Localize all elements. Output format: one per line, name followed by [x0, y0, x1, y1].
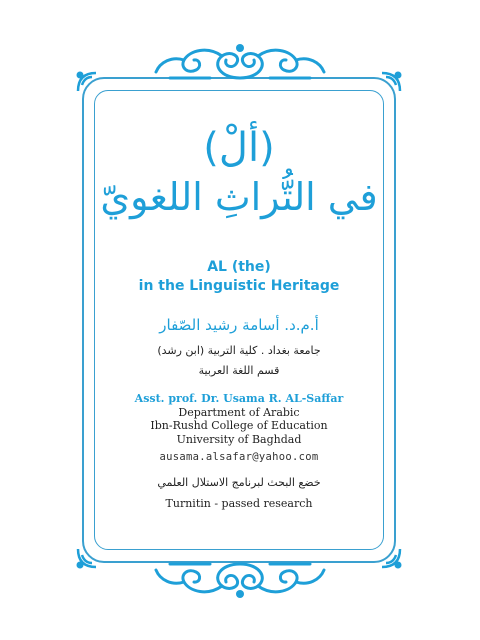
english-title-line1: AL (the)	[207, 259, 271, 275]
affiliation-english	[94, 406, 384, 446]
university-english: University of Baghdad	[176, 432, 302, 446]
corner-ornament-bottom-left	[74, 545, 100, 571]
author-name-arabic: أ.م.د. أسامة رشيد الصّفار	[159, 316, 319, 334]
corner-ornament-top-right	[378, 69, 404, 95]
author-email[interactable]: ausama.alsafar@yahoo.com	[159, 451, 319, 463]
corner-ornament-bottom-right	[378, 545, 404, 571]
corner-ornament-top-left	[74, 69, 100, 95]
top-scroll-ornament	[150, 42, 330, 82]
college-english: Ibn-Rushd College of Education	[150, 419, 328, 433]
university-arabic: جامعة بغداد . كلية التربية (ابن رشد)	[157, 344, 321, 357]
bottom-scroll-ornament	[150, 560, 330, 600]
department-arabic: قسم اللغة العربية	[198, 364, 280, 377]
turnitin-note-arabic: خضع البحث لبرنامج الاستلال العلمي	[157, 476, 321, 489]
department-english: Department of Arabic	[178, 406, 300, 419]
english-title-line2: in the Linguistic Heritage	[138, 277, 340, 294]
arabic-title-line2: في التُّراثِ اللغويّ	[100, 175, 378, 219]
turnitin-note-english: Turnitin - passed research	[165, 497, 313, 510]
author-name-english: Asst. prof. Dr. Usama R. AL-Saffar	[134, 392, 344, 405]
english-title	[94, 258, 384, 296]
arabic-title-line1: (ألْ)	[203, 125, 275, 171]
